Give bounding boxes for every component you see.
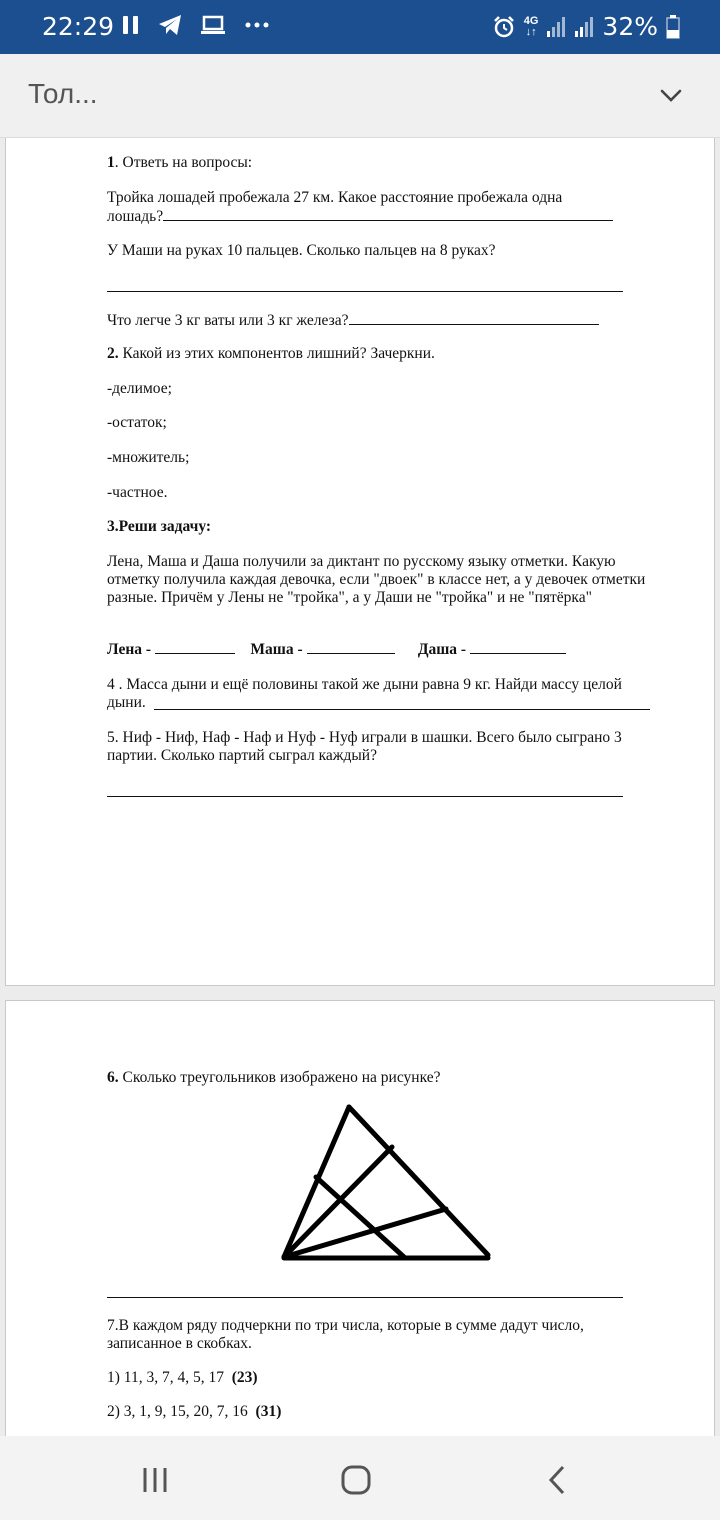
q3-heading: 3.Реши задачу: (107, 518, 212, 535)
q6-number: 6. (107, 1069, 119, 1086)
q1-number: 1 (107, 154, 115, 171)
status-notification-icons (122, 14, 270, 36)
q3-masha-label: Маша - (250, 641, 303, 658)
q1-question-a-text: Тройка лошадей пробежала 27 км. Какое расстояние пробежала одна лошадь? (107, 189, 563, 225)
q3-dasha-label: Даша - (417, 641, 467, 658)
q7-row-2 (107, 1403, 652, 1421)
more-icon (244, 21, 270, 29)
q2-title: Какой из этих компонентов лишний? Зачеркни. (118, 345, 435, 362)
answer-line[interactable] (107, 1297, 623, 1298)
q7-row-2-numbers[interactable]: 2) 3, 1, 9, 15, 20, 7, 16 (107, 1403, 248, 1420)
status-time: 22:29 (42, 12, 115, 41)
pause-icon (122, 15, 140, 35)
q7-row-2-sum: (31) (255, 1403, 282, 1420)
answer-line[interactable] (107, 291, 623, 292)
alarm-icon (492, 15, 516, 39)
signal-icon (546, 16, 566, 38)
chevron-down-icon[interactable] (656, 80, 686, 110)
answer-line[interactable] (163, 207, 613, 221)
answer-line[interactable] (470, 640, 566, 654)
q7-row-1-sum: (23) (231, 1369, 258, 1386)
q7-row-1 (107, 1369, 652, 1387)
q6-heading (107, 1069, 652, 1087)
answer-line[interactable] (155, 640, 235, 654)
q2-option[interactable]: -частное. (107, 484, 168, 501)
network-label: 4G (523, 14, 539, 27)
q2-heading (107, 345, 652, 363)
q6-title: Сколько треугольников изображено на рисунке? (118, 1069, 441, 1086)
status-system-icons (492, 12, 680, 41)
q3-text: Лена, Маша и Даша получили за диктант по русскому языку отметки. Какую отметку получила каждая девочка, если "двоек" в классе нет, а у девочек отметки разные. Причём у Лены не "тройка", а у Даши не "тройка" и не "пятёрка" (107, 553, 646, 606)
q2-option[interactable]: -делимое; (107, 380, 172, 397)
status-bar (0, 0, 720, 54)
telegram-icon (158, 14, 182, 36)
triangle-side-left (284, 1107, 349, 1257)
q7-row-1-numbers[interactable]: 1) 11, 3, 7, 4, 5, 17 (107, 1369, 224, 1386)
answer-line[interactable] (107, 796, 623, 797)
battery-percent: 32% (602, 12, 658, 41)
answer-line[interactable] (307, 640, 395, 654)
signal-icon (574, 16, 594, 38)
q2-option[interactable]: -остаток; (107, 414, 167, 431)
battery-icon (666, 15, 680, 39)
q1-heading (107, 154, 652, 172)
q2-number: 2. (107, 345, 119, 362)
triangles-figure (276, 1097, 496, 1269)
navigation-bar (0, 1436, 720, 1520)
q1-question-b: У Маши на руках 10 пальцев. Сколько пальцев на 8 руках? (107, 242, 496, 259)
app-bar (0, 54, 720, 138)
laptop-icon (200, 15, 226, 35)
q2-option[interactable]: -множитель; (107, 449, 190, 466)
back-icon[interactable] (538, 1460, 578, 1500)
q3-answers (107, 640, 667, 659)
document-title[interactable]: Тол... (28, 78, 98, 109)
q4-text: 4 . Масса дыни и ещё половины такой же дыни равна 9 кг. Найди массу целой дыни. (107, 676, 622, 711)
q1-title: . Ответь на вопросы: (114, 154, 253, 171)
q3-lena-label: Лена - (107, 641, 152, 658)
answer-line[interactable] (349, 311, 599, 325)
q1-question-c (107, 311, 652, 330)
q7-text: 7.В каждом ряду подчеркни по три числа, которые в сумме дадут число, записанное в скобках. (107, 1317, 584, 1352)
document-page-1 (5, 138, 715, 986)
recent-apps-icon[interactable] (135, 1460, 175, 1500)
home-icon[interactable] (336, 1460, 376, 1500)
q5-text: 5. Ниф - Ниф, Наф - Наф и Нуф - Нуф играли в шашки. Всего было сыграно 3 партии. Сколько партий сыграл каждый? (107, 729, 622, 764)
q1-question-c-text: Что легче 3 кг ваты или 3 кг железа? (107, 312, 349, 329)
network-type: 4G ↓↑ (523, 14, 539, 38)
answer-line[interactable] (154, 709, 650, 710)
document-page-2 (5, 1000, 715, 1440)
q1-question-a (107, 189, 617, 226)
